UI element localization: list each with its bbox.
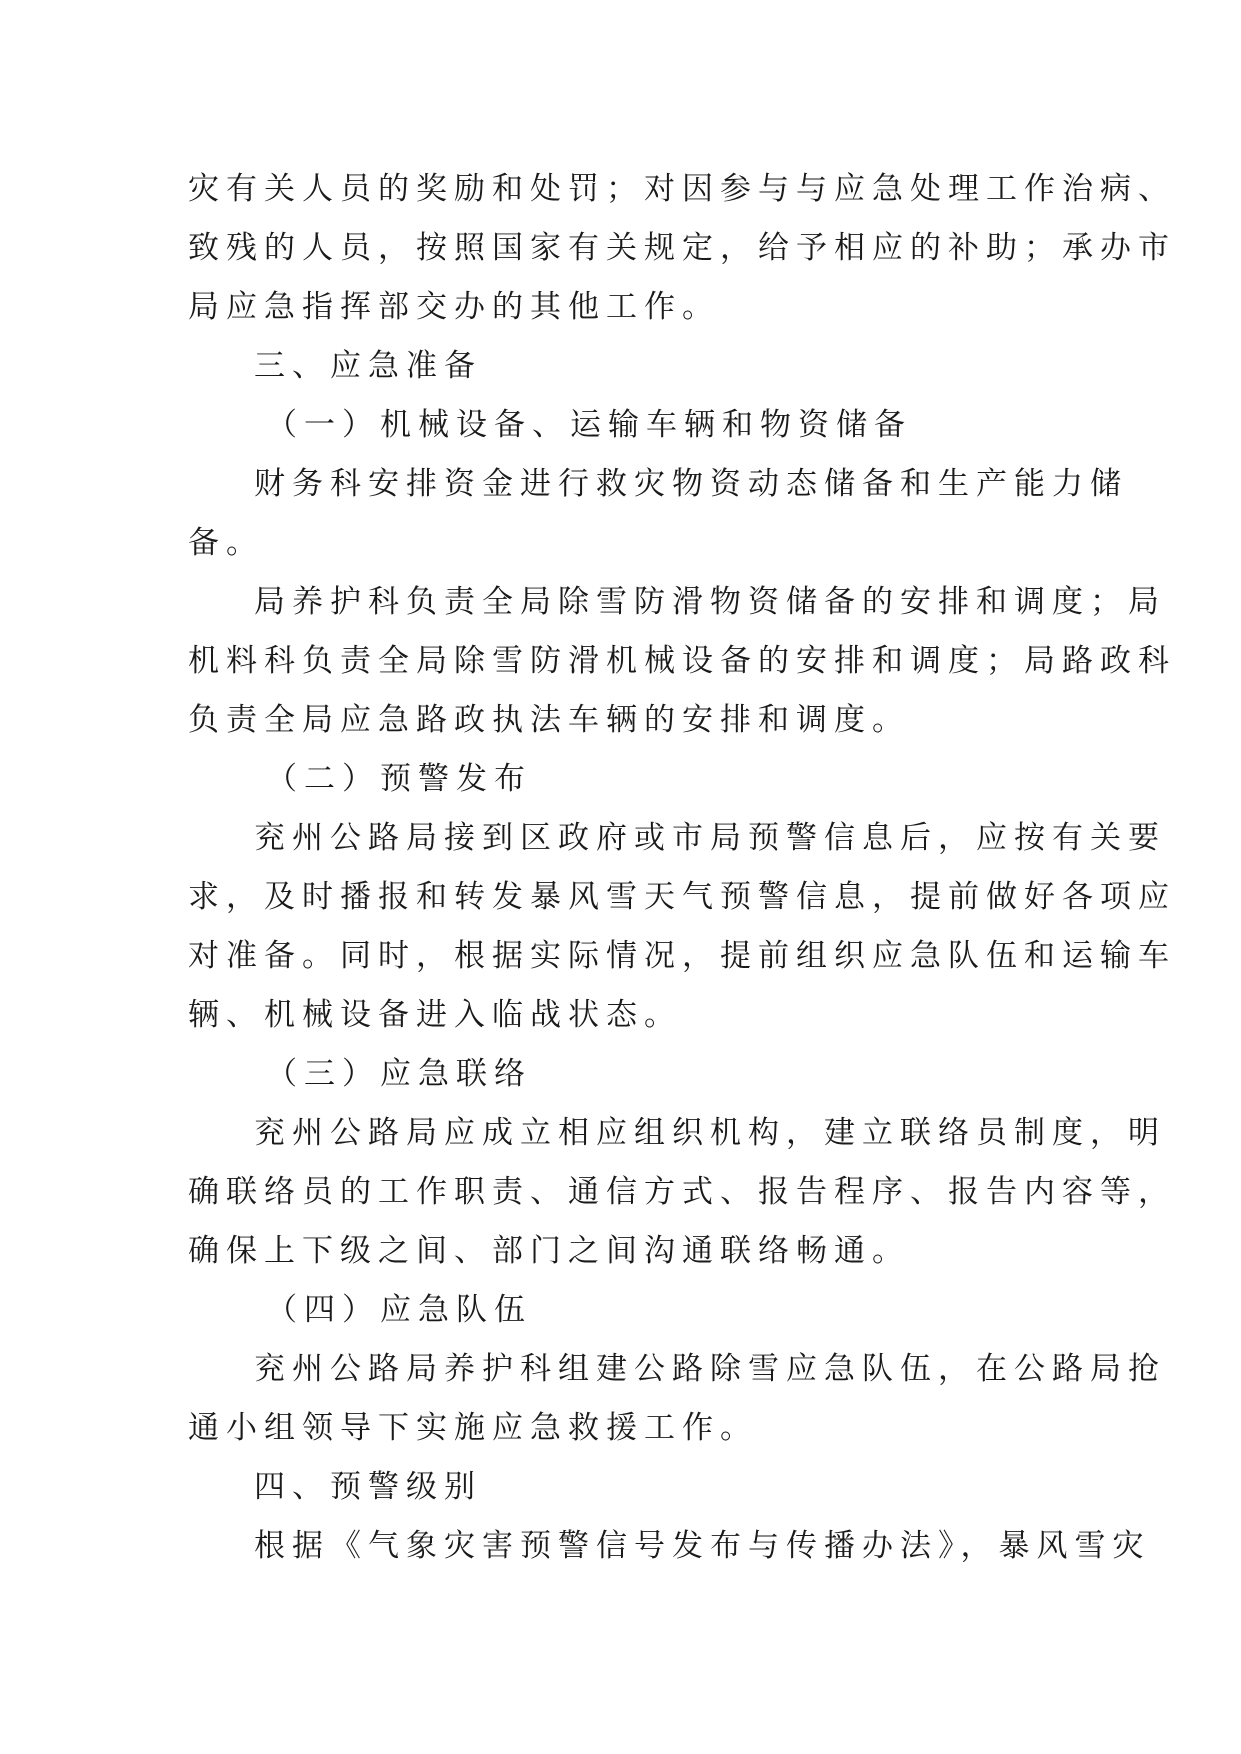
paragraph-line: 局养护科负责全局除雪防滑物资储备的安排和调度；局 <box>254 584 1166 620</box>
text-line: 辆、机械设备进入临战状态。 <box>188 997 682 1033</box>
subsection-heading: （三）应急联络 <box>266 1056 532 1092</box>
text-line: 求，及时播报和转发暴风雪天气预警信息，提前做好各项应 <box>188 879 1176 915</box>
paragraph-line: 财务科安排资金进行救灾物资动态储备和生产能力储 <box>254 466 1128 502</box>
subsection-heading: （四）应急队伍 <box>266 1292 532 1328</box>
text-line: 局应急指挥部交办的其他工作。 <box>188 289 720 325</box>
paragraph-line: 兖州公路局养护科组建公路除雪应急队伍，在公路局抢 <box>254 1351 1166 1387</box>
section-heading: 三、应急准备 <box>254 348 482 384</box>
paragraph-line: 根据《气象灾害预警信号发布与传播办法》，暴风雪灾 <box>254 1528 1151 1564</box>
text-line: 对准备。同时，根据实际情况，提前组织应急队伍和运输车 <box>188 938 1176 974</box>
text-line: 致残的人员，按照国家有关规定，给予相应的补助；承办市 <box>188 230 1176 266</box>
text-line: 确联络员的工作职责、通信方式、报告程序、报告内容等， <box>188 1174 1176 1210</box>
section-heading: 四、预警级别 <box>254 1469 482 1505</box>
paragraph-line: 兖州公路局应成立相应组织机构，建立联络员制度，明 <box>254 1115 1166 1151</box>
document-body <box>188 160 1176 1576</box>
text-line: 负责全局应急路政执法车辆的安排和调度。 <box>188 702 910 738</box>
text-line: 灾有关人员的奖励和处罚；对因参与与应急处理工作治病、 <box>188 171 1176 207</box>
paragraph-line: 兖州公路局接到区政府或市局预警信息后，应按有关要 <box>254 820 1166 856</box>
text-line: 机料科负责全局除雪防滑机械设备的安排和调度；局路政科 <box>188 643 1176 679</box>
subsection-heading: （二）预警发布 <box>266 761 532 797</box>
text-line: 备。 <box>188 525 264 561</box>
text-line: 确保上下级之间、部门之间沟通联络畅通。 <box>188 1233 910 1269</box>
text-line: 通小组领导下实施应急救援工作。 <box>188 1410 758 1446</box>
subsection-heading: （一）机械设备、运输车辆和物资储备 <box>266 407 912 443</box>
